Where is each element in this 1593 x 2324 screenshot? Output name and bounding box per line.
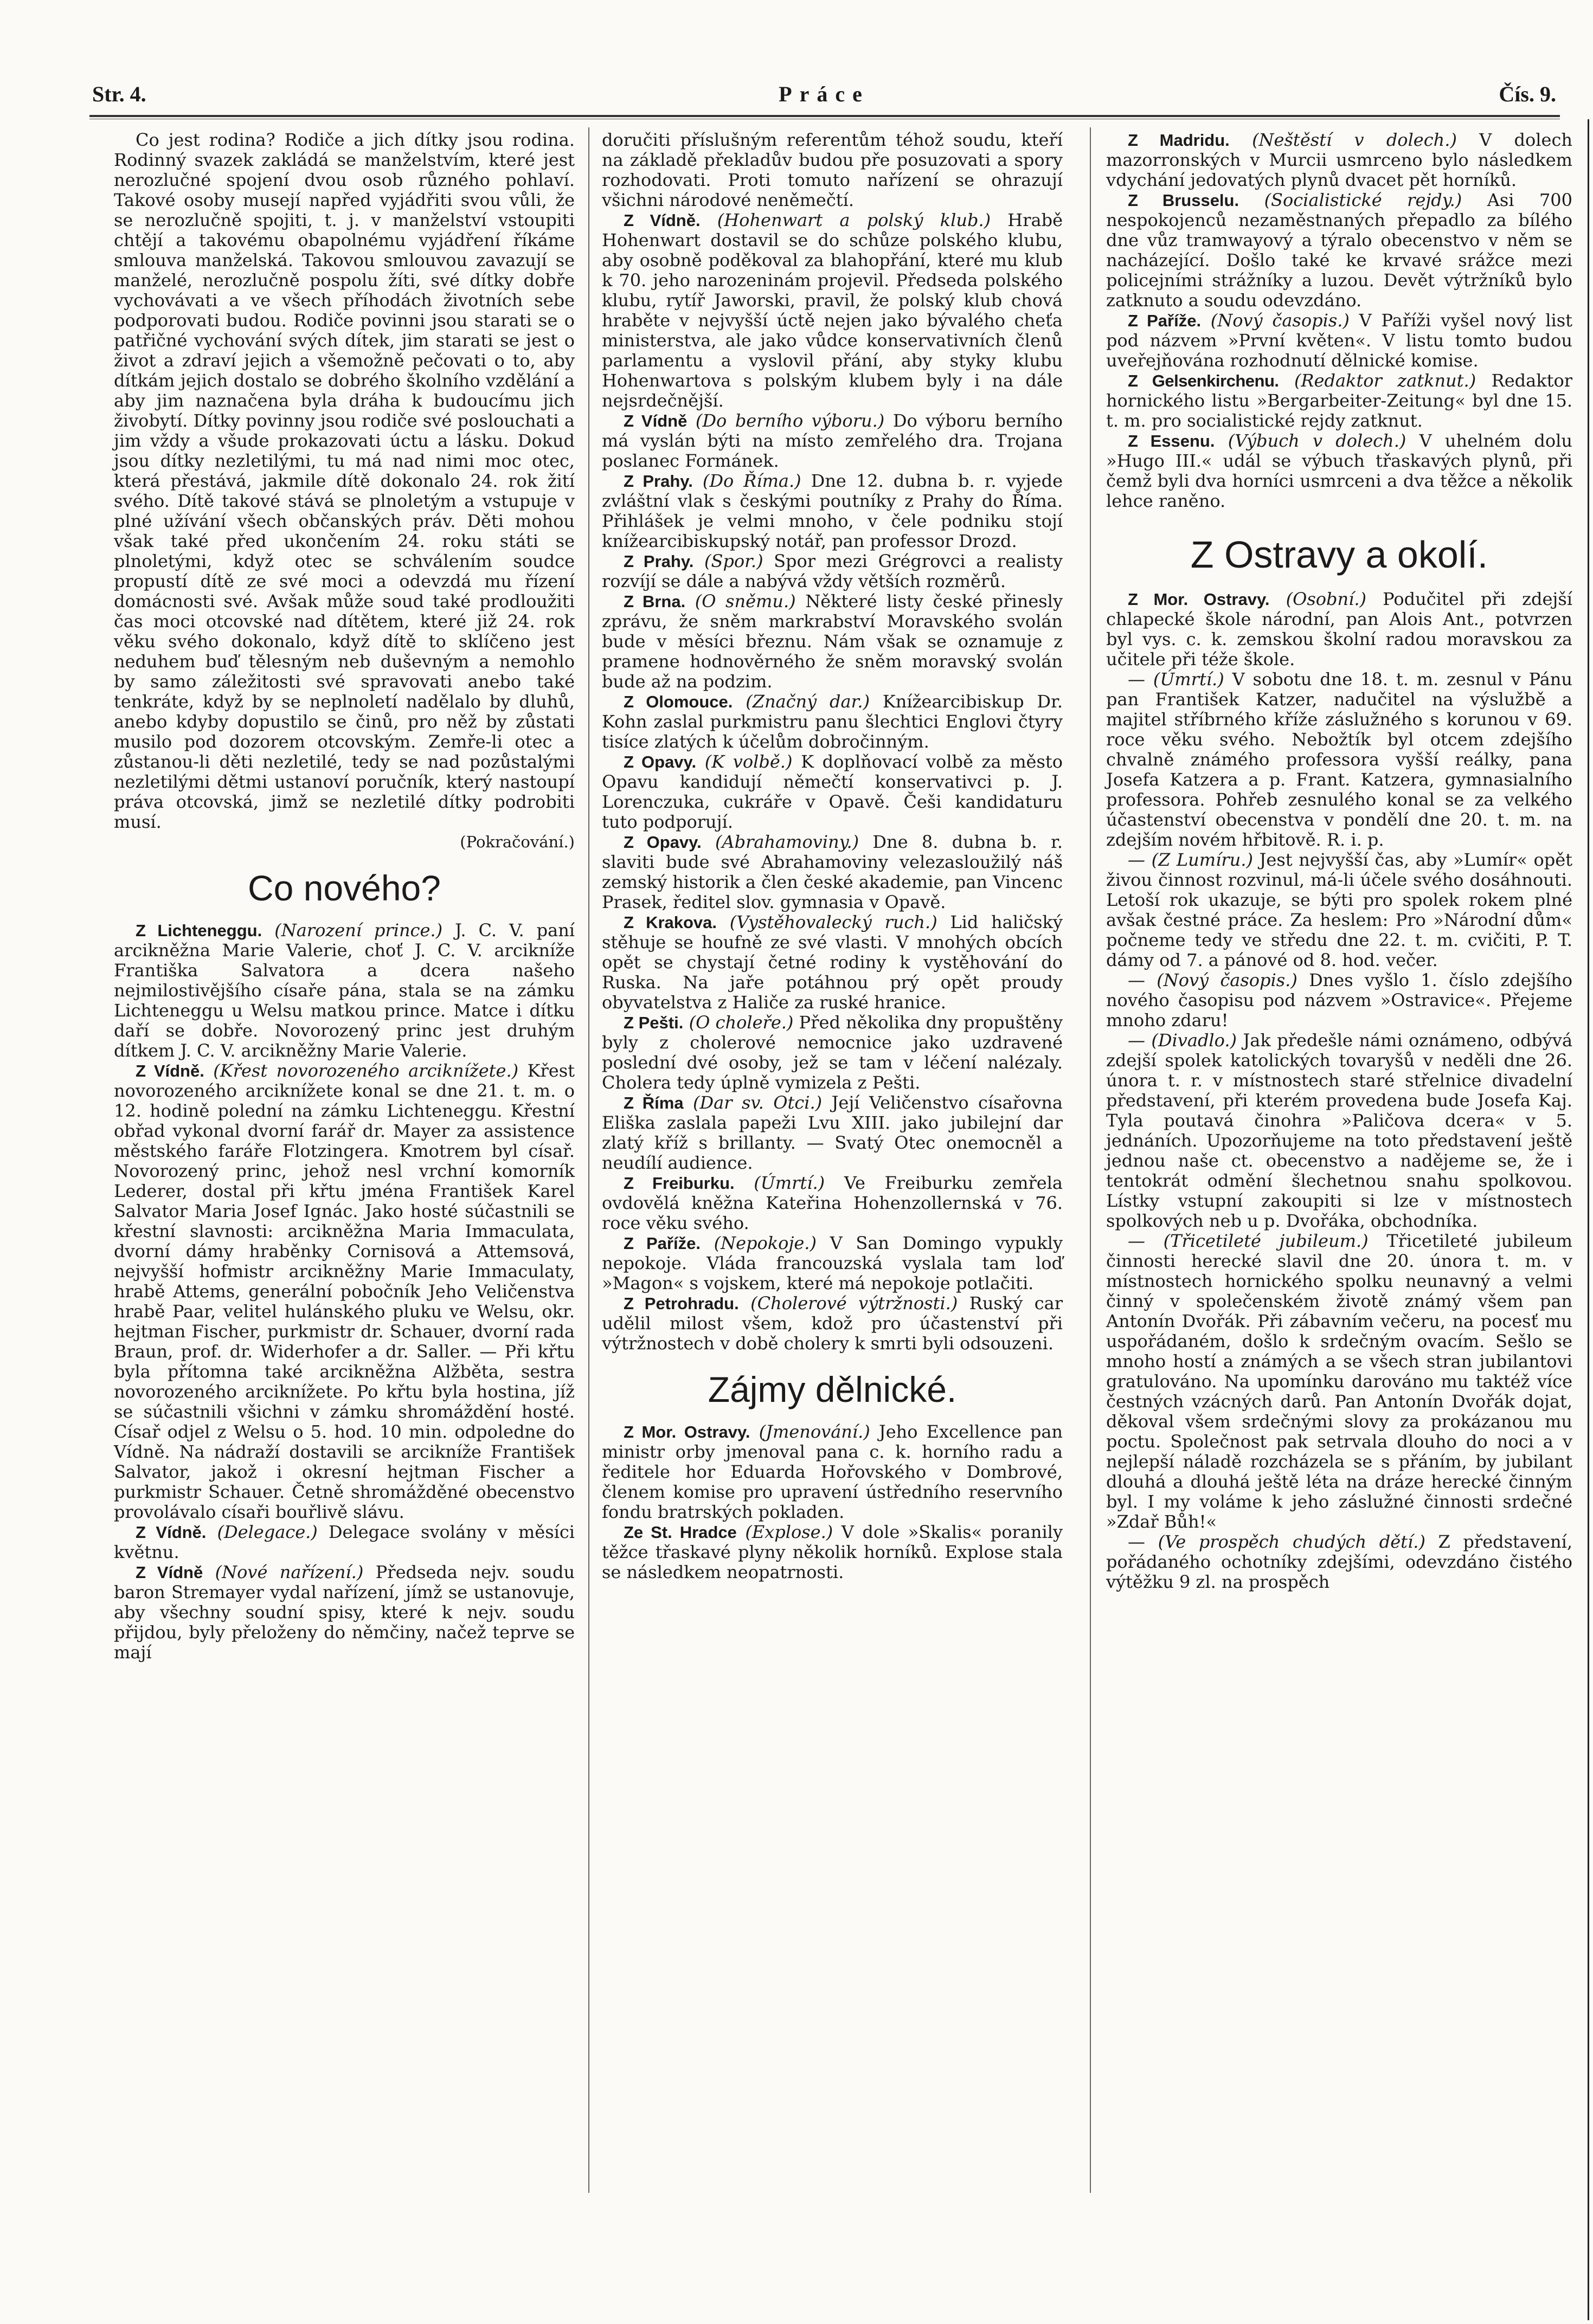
news-item xyxy=(1106,669,1572,850)
news-text: V dole »Skalis« poranily těžce třaskavé plyny několik horníků. Explose stala se následkem neopatrnosti. xyxy=(602,1522,1063,1582)
news-location: Z Paříže. xyxy=(624,1234,701,1253)
news-location: Z Petrohradu. xyxy=(624,1294,739,1313)
news-tag: (Úmrtí.) xyxy=(754,1173,825,1193)
news-text: Delegace svolány v měsíci květnu. xyxy=(114,1522,575,1562)
news-tag: (Osobní.) xyxy=(1286,589,1367,609)
news-text: Předseda nejv. soudu baron Stremayer vydal nařízení, jímž se ustanovuje, aby všechny soudní spisy, které k nejv. soudu přijdou, byly přeloženy do němčiny, načež teprve se mají xyxy=(114,1562,575,1663)
news-tag: (Spor.) xyxy=(704,551,763,571)
news-location: Z Vídně xyxy=(136,1563,203,1582)
news-item xyxy=(602,591,1063,692)
news-location: Z Vídně xyxy=(624,411,688,430)
news-item xyxy=(114,1522,575,1562)
news-location: Z Essenu. xyxy=(1128,432,1215,450)
news-item xyxy=(602,1093,1063,1173)
section-heading-co-noveho: Co nového? xyxy=(248,868,441,908)
news-text: Podučitel při zdejší chlapecké škole národní, pan Alois Ant., potvrzen byl vys. c. k. zemskou školní radou moravskou za učitele při téže škole. xyxy=(1106,589,1573,669)
section-heading-z-ostravy: Z Ostravy a okolí. xyxy=(1190,533,1488,576)
news-text: Jak předešle námi oznámeno, odbývá zdejší spolek katolických tovaryšů v neděli dne 26. února t. r. v místnostech staré střelnice divadelní představení, při kterém provedena bude Josefa Kaj. Tyla poutavá činohra »Paličova dcera« v 5. jednáních. Upozorňujeme na toto představení ještě jednou naše ct. obecenstvo a nadějeme se, že i tentokrát odmění šlechetnou snahu spolkovou. Lístky vstupní zakoupiti si lze v místnostech spolkových neb u p. Dvořáka, obchodníka. xyxy=(1106,1030,1573,1231)
news-tag: (Výbuch v dolech.) xyxy=(1228,430,1406,451)
news-tag: (Delegace.) xyxy=(217,1522,318,1542)
continuation-note: (Pokračování.) xyxy=(460,833,575,851)
news-tag: (K volbě.) xyxy=(704,751,793,772)
news-tag: — (Nový časopis.) xyxy=(1128,970,1297,990)
header-rule xyxy=(89,115,1560,119)
news-tag: (Cholerové výtržnosti.) xyxy=(750,1293,958,1314)
news-text: Dnes vyšlo 1. číslo zdejšího nového časopisu pod názvem »Ostravice«. Přejeme mnoho zdaru! xyxy=(1106,970,1573,1031)
news-text: J. C. V. paní arcikněžna Marie Valerie, choť J. C. V. arcikníže Františka Salvatora a dcera našeho nejmilostivějšího císaře pána, stala se na zámku Lichteneggu u Welsu matkou prince. Matce i dítku daří se dobře. Novorozený princ jest druhým dítkem J. C. V. arcikněžny Marie Valerie. xyxy=(114,920,575,1061)
news-item xyxy=(602,551,1063,591)
news-text: Před několika dny propuštěny byly z cholerové nemocnice jako uzdravené poslední dvé osoby, jež se tam v léčení nalézaly. Cholera tedy úplně vymizela z Pešti. xyxy=(602,1012,1063,1093)
news-tag: (Do Říma.) xyxy=(702,471,801,491)
news-tag: (Značný dar.) xyxy=(746,691,870,712)
news-text: V Paříži vyšel nový list pod názvem »První květen«. V listu tomto budou uveřejňována rozhodnutí dělnické komise. xyxy=(1106,310,1573,371)
article-paragraph: doručiti příslušným referentům téhož soudu, kteří na základě překladův budou pře posuzovati a spory rozhodovati. Proti tomuto nařízení se ohrazují všichni národové neněmečtí. xyxy=(602,130,1063,210)
news-item xyxy=(602,411,1063,471)
news-item xyxy=(602,471,1063,551)
news-tag: — (Divadlo.) xyxy=(1128,1030,1237,1051)
news-location: Z Prahy. xyxy=(624,552,694,571)
news-text: Spor mezi Grégrovci a realisty rozvíjí se dále a nabývá vždy větších rozměrů. xyxy=(602,551,1063,591)
page-header xyxy=(92,81,1556,108)
column-divider xyxy=(588,127,589,2193)
news-location: Z Opavy. xyxy=(624,752,697,771)
news-item xyxy=(114,920,575,1061)
news-item xyxy=(114,1562,575,1663)
news-location: Z Madridu. xyxy=(1128,131,1230,150)
news-tag: — (Třicetileté jubileum.) xyxy=(1128,1231,1369,1251)
news-tag: (Socialistické rejdy.) xyxy=(1264,190,1462,210)
news-location: Z Vídně. xyxy=(624,211,701,230)
news-tag: — (Ve prospěch chudých dětí.) xyxy=(1128,1531,1425,1552)
news-item xyxy=(1106,589,1572,669)
news-tag: (Redaktor zatknut.) xyxy=(1294,370,1476,391)
newspaper-title: Práce xyxy=(779,82,870,106)
column-2 xyxy=(602,130,1063,1582)
news-text: Knížearcibiskup Dr. Kohn zaslal purkmistru panu šlechtici Englovi čtyry tisíce zlatých k účelům dobročinným. xyxy=(602,691,1063,752)
news-location: Ze St. Hradce xyxy=(624,1523,737,1542)
news-text: Jest nejvyšší čas, aby »Lumír« opět živou činnost rozvinul, má-li účele svého dosáhnouti. Letoší rok ukazuje, se býti pro spolek rokem plné avšak čestné práce. Za heslem: Pro »Národní dům« počneme tedy ve středu dne 22. t. m. cvičiti, P. T. dámy od 7. a pánové od 8. hod. večer. xyxy=(1106,849,1573,970)
news-location: Z Opavy. xyxy=(624,833,702,852)
news-text: Do výboru berního má vyslán býti na místo zemřelého dra. Trojana poslanec Formánek. xyxy=(602,410,1063,471)
news-location: Z Vídně. xyxy=(136,1061,204,1080)
news-location: Z Mor. Ostravy. xyxy=(624,1422,750,1441)
news-text: Její Veličenstvo císařovna Eliška zaslala papeži Lvu XIII. jako jubilejní dar zlatý kříž s brillanty. — Svatý Otec onemocněl a neudílí audience. xyxy=(602,1092,1063,1173)
news-item xyxy=(114,1061,575,1522)
news-tag: — (Úmrtí.) xyxy=(1128,669,1224,690)
news-text: Asi 700 nespokojenců nezaměstnaných přepadlo za bílého dne vůz tramwayový a týralo obecenstvo v něm se nacházející. Došlo také ke krvavé srážce mezi policejními strážníky a luzou. Devět výtržníků bylo zatknuto a soudu odevzdáno. xyxy=(1106,190,1573,311)
news-tag: (Abrahamoviny.) xyxy=(715,832,859,852)
news-location: Z Pešti. xyxy=(624,1013,684,1032)
issue-number: Čís. 9. xyxy=(1499,82,1556,106)
news-location: Z Prahy. xyxy=(624,472,693,491)
news-tag: (Do berního výboru.) xyxy=(695,410,885,431)
news-item xyxy=(602,1422,1063,1522)
news-tag: (Narození prince.) xyxy=(274,920,443,941)
article-paragraph: Co jest rodina? Rodiče a jich dítky jsou rodina. Rodinný svazek zakládá se manželstvím, které jest nerozlučné spojení dvou osob různého pohlaví. Takové osoby musejí napřed vyjádřiti svou vůli, že se nerozlučně spojiti, t. j. v manželství vstoupiti chtějí a takovému obapolnému vyjádření říkáme smlouva manželská. Takovou smlouvou zavazují se manželé, nerozlučně pospolu žíti, své dítky dobře vychovávati a ve všech příhodách životních sebe podporovati budou. Rodiče povinni jsou starati se o patřičné vychování svých dítek, jim starati se jest o život a zdraví jejich a všemožně pečovati o to, aby dítkám jejich dostalo se dobrého školního vzdělání a aby jim naznačena byla dráha k budoucímu jich živobytí. Dítky povinny jsou rodiče své poslouchati a jim vždy a všude prokazovati úctu a lásku. Dokud jsou dítky nezletilými, tu má nad nimi moc otec, která přestává, jakmile dítě dokonalo 24. rok žití svého. Dítě takové stává se plnoletým a vstupuje v plné užívání všech občanských práv. Děti mohou však také před ukončením 24. roku státi se plnoletými, když otec se schválením soudce propustí dítě ze své moci a odevzdá mu řízení domácnosti své. Avšak může soud také prodloužiti čas moci otcovské nad dítětem, které již 24. rok věku svého dokonalo, když dítě to sklíčeno jest neduhem buď tělesným neb duševným a nemohlo by samo záležitosti své spravovati anebo také tenkráte, když by se neplnoletí nadělalo by dluhů, anebo kdyby dopustilo se činů, pro něž by zůstati musilo pod dozorem otcovským. Zemře-li otec a zůstanou-li děti nezletilé, tedy se nad pozůstalými nezletilými dětmi ustanoví poručník, který nastoupí práva otcovská, jimž se nezletilé dítky podrobiti musí. xyxy=(114,130,575,832)
news-item xyxy=(602,1522,1063,1582)
news-location: Z Gelsenkirchenu. xyxy=(1128,371,1279,390)
news-item xyxy=(1106,1532,1572,1592)
news-tag: — (Z Lumíru.) xyxy=(1128,849,1253,870)
news-item xyxy=(1106,431,1572,511)
news-tag: (O choleře.) xyxy=(689,1012,794,1033)
news-item xyxy=(1106,970,1572,1031)
column-3 xyxy=(1106,130,1572,1592)
news-text: Ruský car udělil milost všem, kdož pro účastenství při výtržnostech v době cholery k smrti byli odsouzeni. xyxy=(602,1293,1063,1354)
column-divider xyxy=(1090,127,1091,2193)
news-tag: (Vystěhovalecký ruch.) xyxy=(729,912,937,932)
news-text: Lid haličský stěhuje se houfně ze své vlasti. V mnohých obcích opět se chystají četné rodiny k vystěhování do Ruska. Na jaře potáhnou prý opět proudy obyvatelstva z Haliče za ruské hranice. xyxy=(602,912,1063,1013)
news-location: Z Mor. Ostravy. xyxy=(1128,590,1270,609)
page-edge-rule xyxy=(1588,119,1589,2320)
news-location: Z Freiburku. xyxy=(624,1174,735,1193)
news-tag: (Jmenování.) xyxy=(759,1421,870,1442)
news-tag: (Nové nařízení.) xyxy=(215,1562,364,1582)
news-text: Ve Freiburku zemřela ovdovělá kněžna Kateřina Hohenzollernská v 76. roce věku svého. xyxy=(602,1173,1063,1233)
news-text: Redaktor hornického listu »Bergarbeiter-Zeitung« byl dne 15. t. m. pro socialistické rejdy zatknut. xyxy=(1106,370,1572,431)
news-text: Křest novorozeného arciknížete konal se dne 21. t. m. o 12. hodině polední na zámku Lichteneggu. Křestní obřad vykonal dvorní farář dr. Mayer za assistence městského faráře Flotzingera. Kmotrem byl císař. Novorozený princ, jehož nesl vrchní komorník Lederer, dostal při křtu jména František Karel Salvator Maria Josef Ignác. Jako hosté súčastnili se křestní slavnosti: arcikněžna Maria Immaculata, dvorní dámy hraběnky Cornisová a Attemsová, nejvyšší hofmistr arcikněžny Marie Immaculaty, hrabě Attems, generální pobočník Jeho Veličenstva hrabě Paar, velitel hulánského pluku ve Welsu, okr. hejtman Fischer, purkmistr dr. Schauer, dvorní rada Braun, prof. dr. Widerhofer a dr. Saller. — Při křtu byla přítomna také arcikněžna Alžběta, sestra novorozeného arciknížete. Po křtu byla hostina, jíž se súčastnili všichni v zámku shromáždění hosté. Císař odjel z Welsu o 5. hod. 10 min. odpoledne do Vídně. Na nádraží dostavili se arcikníže František Salvator, jakož i okresní hejtman Fischer a purkmistr Schauer. Četně shromážděné obecenstvo provolávalo císaři bouřlivě slávu. xyxy=(114,1060,575,1522)
section-heading-zajmy-delnicke: Zájmy dělnické. xyxy=(708,1369,957,1409)
news-item xyxy=(602,912,1063,1013)
news-location: Z Říma xyxy=(624,1093,684,1112)
news-text: Hrabě Hohenwart dostavil se do schůze polského klubu, aby osobně poděkoval za blahopřání, které mu klub k 70. jeho narozeninám projevil. Předseda polského klubu, rytíř Jaworski, pravil, že polský klub chová hraběte v nejvyšší úctě nejen jako bývalého cheťa ministerstva, ale jako vůdce konservativních členů parlamentu a vyslovil přání, aby styky klubu Hohenwartova s polským klubem byly i na dále nejsrdečnější. xyxy=(602,210,1063,411)
column-1 xyxy=(114,130,575,1663)
news-text: Dne 12. dubna b. r. vyjede zvláštní vlak s českými poutníky z Prahy do Říma. Přihlášek je velmi mnoho, v čele podniku stojí knížearcibiskupský notář, pan professor Drozd. xyxy=(602,471,1063,551)
news-item xyxy=(1106,371,1572,431)
news-tag: (Dar sv. Otci.) xyxy=(693,1092,823,1113)
news-text: V uhelném dolu »Hugo III.« udál se výbuch třaskavých plynů, při čemž byli dva horníci usmrceni a dva těžce a několik lehce raněno. xyxy=(1106,430,1573,511)
news-tag: (Neštěstí v dolech.) xyxy=(1252,130,1457,150)
news-tag: (Hohenwart a polský klub.) xyxy=(717,210,991,230)
news-location: Z Brusselu. xyxy=(1128,191,1239,210)
news-text: V San Domingo vypukly nepokoje. Vláda francouzská vyslala tam loď »Magon« s vojskem, které má nepokoje potlačiti. xyxy=(602,1233,1063,1293)
news-item xyxy=(602,832,1063,912)
news-location: Z Brna. xyxy=(624,592,686,611)
news-tag: (O sněmu.) xyxy=(695,591,796,611)
news-text: Dne 8. dubna b. r. slaviti bude své Abrahamoviny velezasloužilý náš zemský historik a člen české akademie, pan Vincenc Prasek, ředitel slov. gymnasia v Opavě. xyxy=(602,832,1063,912)
news-item xyxy=(602,1013,1063,1093)
news-item xyxy=(602,1293,1063,1354)
news-item xyxy=(602,1173,1063,1233)
news-item xyxy=(602,752,1063,832)
news-tag: (Nový časopis.) xyxy=(1210,310,1350,331)
news-tag: (Nepokoje.) xyxy=(714,1233,817,1253)
news-item xyxy=(1106,850,1572,970)
news-text: Třicetileté jubileum činnosti herecké slavil dne 20. února t. m. v místnostech hornického spolku neunavný a velmi činný v společenském životě známý všem pan Antonín Dvořák. Při zábavním večeru, na pocesť mu uspořádaném, došlo k srdečným ovacím. Sešlo se mnoho hostí a známých a se všech stran jubilantovi gratulováno. Na upomínku darováno mu taktéž více čestných vzácných darů. Pan Antonín Dvořák dojat, děkoval všem srdečnými slovy za prokázanou mu poctu. Společnost pak setrvala dlouho do noci a v nejlepší náladě rozcházela se s přáním, by jubilant dlouhá a dlouhá ještě léta na dráze herecké činným byl. I my voláme k jeho záslužné činnosti srdečné »Zdař Bůh!« xyxy=(1106,1231,1573,1532)
news-item xyxy=(602,1233,1063,1293)
news-tag: (Křest novorozeného arciknížete.) xyxy=(213,1060,519,1081)
news-item xyxy=(1106,190,1572,311)
news-text: Jeho Excellence pan ministr orby jmenoval pana c. k. horního radu a ředitele hor Eduarda Hořovského v Dombrové, členem komise pro upravení ústředního reservního fondu bratrských pokladen. xyxy=(602,1421,1063,1522)
news-location: Z Paříže. xyxy=(1128,311,1202,330)
news-text: Některé listy české přinesly zprávu, že sněm markrabství Moravského svolán bude v měsíci březnu. Nám však se oznamuje z pramene hodnověrného že sněm moravský svolán bude až na podzim. xyxy=(602,591,1063,692)
news-location: Z Lichteneggu. xyxy=(136,921,262,940)
news-text: V dolech mazorronských v Murcii usmrceno bylo následkem vdychání jedovatých plynů dvacet pět horníků. xyxy=(1106,130,1573,190)
news-location: Z Krakova. xyxy=(624,913,717,932)
news-text: V sobotu dne 18. t. m. zesnul v Pánu pan František Katzer, nadučitel na výslužbě a majitel stříbrného kříže záslužného s korunou v 69. roce věku svého. Nebožtík byl otcem zdejšího chvalně známého professora vyšší reálky, pana Josefa Katzera a p. Frant. Katzera, gymnasialního professora. Pohřeb zesnulého konal se za velkého účastenství obecenstva v pondělí dne 20. t. m. na zdejším novém hřbitově. R. i. p. xyxy=(1106,669,1573,850)
news-location: Z Vídně. xyxy=(136,1523,207,1542)
news-text: K doplňovací volbě za město Opavu kandidují němečtí konservativci p. J. Lorenczuka, cukráře v Opavě. Češi kandidaturu tuto podporují. xyxy=(602,751,1063,832)
news-item xyxy=(602,692,1063,752)
news-item xyxy=(1106,311,1572,371)
news-item xyxy=(1106,1231,1572,1532)
news-item xyxy=(1106,130,1572,190)
news-text: Z představení, pořádaného ochotníky zdejšími, odevzdáno čistého výtěžku 9 zl. na prospěch xyxy=(1106,1531,1572,1592)
page-number: Str. 4. xyxy=(92,82,146,106)
news-item xyxy=(602,210,1063,411)
news-tag: (Explose.) xyxy=(745,1522,833,1542)
news-location: Z Olomouce. xyxy=(624,692,733,711)
news-item xyxy=(1106,1031,1572,1231)
